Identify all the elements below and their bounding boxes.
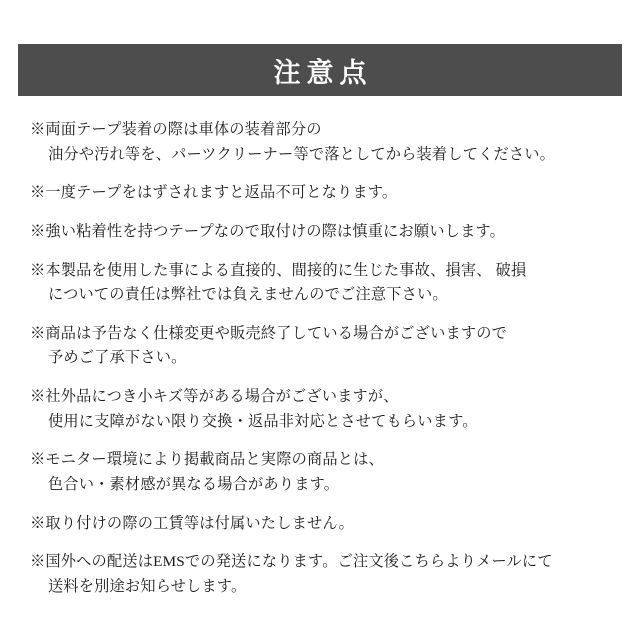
note-line: ※本製品を使用した事による直接的、間接的に生じた事故、損害、 破損	[30, 261, 527, 279]
note-item	[30, 448, 616, 497]
note-line: ※両面テープ装着の際は車体の装着部分の	[30, 121, 322, 138]
note-line: 色合い・素材感が異なる場合があります。	[48, 475, 340, 493]
note-item	[30, 220, 616, 245]
note-line: 使用に支障がない限り交換・返品非対応とさせてもらいます。	[48, 412, 478, 430]
note-line: 油分や汚れ等を、パーツクリーナー等で落としてから装着してください。	[48, 145, 556, 163]
note-line: ※強い粘着性を持つテープなので取付けの際は慎重にお願いします。	[30, 222, 506, 240]
title-banner	[18, 44, 622, 96]
note-item	[30, 181, 616, 206]
page-title: 注意点	[273, 57, 373, 88]
note-line: についての責任は弊社では負えませんのでご注意下さい。	[48, 286, 448, 304]
note-line: ※取り付けの際の工賃等は付属いたしません。	[30, 514, 355, 532]
note-item	[30, 385, 616, 434]
note-line: ※商品は予告なく仕様変更や販売終了している場合がございますので	[30, 324, 508, 342]
note-line: ※社外品につき小キズ等がある場合がございますが、	[30, 388, 399, 405]
note-line: 予めご了承下さい。	[48, 349, 187, 367]
note-line: ※一度テープをはずされますと返品不可となります。	[30, 184, 398, 202]
note-item	[30, 259, 616, 308]
note-item	[30, 550, 616, 599]
notes-list	[30, 118, 616, 613]
note-item	[30, 512, 616, 537]
note-line: 送料を別途お知らせします。	[48, 577, 247, 595]
note-line: ※国外への配送はEMSでの発送になります。ご注文後こちらよりメールにて	[30, 553, 553, 571]
note-item	[30, 322, 616, 371]
note-line: ※モニター環境により掲載商品と実際の商品とは、	[30, 451, 384, 469]
note-item	[30, 118, 616, 167]
